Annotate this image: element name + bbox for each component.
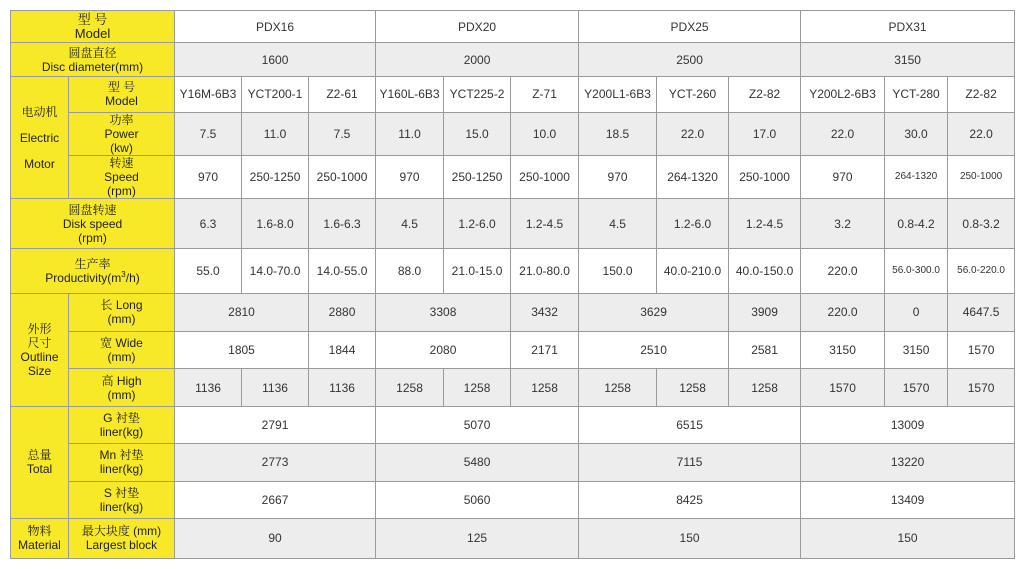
motor-model-label-cn: 型 号 xyxy=(107,80,136,95)
outline-long-cell: 4647.5 xyxy=(948,293,1015,331)
motor-speed-label xyxy=(69,155,175,198)
outline-high-label-text: 高 High xyxy=(101,373,142,388)
outline-high-cell: 1570 xyxy=(801,368,885,406)
productivity-cell: 56.0-300.0 xyxy=(885,249,948,293)
productivity-label-en-pre: Productivity(m xyxy=(45,270,122,285)
motor-power-cell: 7.5 xyxy=(309,112,376,155)
outline-label-cn-1: 外形 xyxy=(27,321,52,336)
productivity-cell: 88.0 xyxy=(376,249,444,293)
productivity-cell: 220.0 xyxy=(801,249,885,293)
material-label-cn: 物料 xyxy=(27,524,52,539)
motor-power-label xyxy=(69,112,175,155)
total-g-unit: liner(kg) xyxy=(99,425,144,440)
outline-long-row xyxy=(11,293,1015,331)
outline-wide-cell: 2171 xyxy=(511,331,579,368)
productivity-row xyxy=(11,249,1015,293)
outline-long-cell: 3909 xyxy=(729,293,801,331)
motor-model-cell: Z2-82 xyxy=(729,77,801,112)
motor-speed-row xyxy=(11,155,1015,198)
outline-long-cell: 3629 xyxy=(579,293,729,331)
total-g-cell: 2791 xyxy=(175,407,376,444)
total-weight-label xyxy=(11,407,69,519)
outline-high-cell: 1570 xyxy=(885,368,948,406)
motor-model-cell: YCT-280 xyxy=(885,77,948,112)
disc-diameter-row xyxy=(11,43,1015,77)
outline-long-cell: 3432 xyxy=(511,293,579,331)
productivity-label xyxy=(11,249,175,293)
productivity-cell: 55.0 xyxy=(175,249,242,293)
disk-speed-cell: 0.8-3.2 xyxy=(948,199,1015,249)
total-g-label-text: G 衬垫 xyxy=(103,411,140,426)
largest-block-label-en: Largest block xyxy=(85,538,158,553)
outline-wide-label-text: 宽 Wide xyxy=(100,335,143,350)
total-mn-cell: 2773 xyxy=(175,444,376,481)
outline-label-en-2: Size xyxy=(27,363,52,378)
material-label-en: Material xyxy=(18,538,61,553)
total-mn-cell: 7115 xyxy=(579,444,801,481)
disc-diameter-label-en: Disc diameter(mm) xyxy=(41,59,144,74)
disk-speed-unit: (rpm) xyxy=(78,230,107,245)
material-label xyxy=(11,518,69,558)
largest-block-cell: 150 xyxy=(579,518,801,558)
disk-speed-cell: 0.8-4.2 xyxy=(885,199,948,249)
motor-speed-cell: 264-1320 xyxy=(657,155,729,198)
productivity-cell: 150.0 xyxy=(579,249,657,293)
model-header-cn: 型 号 xyxy=(77,11,108,27)
productivity-cell: 14.0-70.0 xyxy=(242,249,309,293)
motor-power-cell: 7.5 xyxy=(175,112,242,155)
outline-long-cell: 2880 xyxy=(309,293,376,331)
productivity-cell: 21.0-15.0 xyxy=(444,249,511,293)
motor-speed-cell: 970 xyxy=(801,155,885,198)
motor-speed-cell: 250-1250 xyxy=(444,155,511,198)
motor-speed-cell: 250-1000 xyxy=(948,155,1015,198)
model-header-cell xyxy=(11,11,175,43)
productivity-cell: 56.0-220.0 xyxy=(948,249,1015,293)
outline-wide-unit: (mm) xyxy=(107,349,136,364)
material-row xyxy=(11,518,1015,558)
total-g-cell: 5070 xyxy=(376,407,579,444)
productivity-cell: 21.0-80.0 xyxy=(511,249,579,293)
motor-model-cell: YCT200-1 xyxy=(242,77,309,112)
motor-power-cell: 17.0 xyxy=(729,112,801,155)
motor-power-cell: 15.0 xyxy=(444,112,511,155)
motor-power-cell: 30.0 xyxy=(885,112,948,155)
disk-speed-cell: 1.2-6.0 xyxy=(657,199,729,249)
motor-power-cell: 18.5 xyxy=(579,112,657,155)
outline-wide-cell: 2581 xyxy=(729,331,801,368)
outline-wide-cell: 1805 xyxy=(175,331,309,368)
electric-motor-label xyxy=(11,77,69,199)
motor-speed-label-en: Speed xyxy=(104,169,139,184)
motor-power-cell: 22.0 xyxy=(801,112,885,155)
disc-diameter-value: 3150 xyxy=(801,43,1015,77)
motor-model-label-en: Model xyxy=(105,94,138,109)
motor-power-label-en: Power xyxy=(104,126,139,141)
total-s-cell: 2667 xyxy=(175,481,376,518)
outline-long-label xyxy=(69,293,175,331)
electric-motor-label-cn: 电动机 xyxy=(21,104,58,119)
motor-speed-cell: 970 xyxy=(376,155,444,198)
total-s-cell: 13409 xyxy=(801,481,1015,518)
motor-speed-cell: 250-1000 xyxy=(511,155,579,198)
motor-power-label-cn: 功率 xyxy=(109,112,134,127)
motor-speed-unit: (rpm) xyxy=(107,183,136,198)
outline-wide-cell: 2080 xyxy=(376,331,511,368)
motor-model-cell: Y16M-6B3 xyxy=(175,77,242,112)
outline-high-unit: (mm) xyxy=(107,387,136,402)
disk-speed-cell: 4.5 xyxy=(579,199,657,249)
outline-high-cell: 1136 xyxy=(175,368,242,406)
disc-diameter-value: 2500 xyxy=(579,43,801,77)
disk-speed-label-cn: 圆盘转速 xyxy=(68,202,117,217)
outline-wide-cell: 3150 xyxy=(801,331,885,368)
outline-long-cell: 2810 xyxy=(175,293,309,331)
outline-wide-cell: 2510 xyxy=(579,331,729,368)
motor-speed-cell: 970 xyxy=(579,155,657,198)
motor-model-cell: Z2-82 xyxy=(948,77,1015,112)
model-pdx20: PDX20 xyxy=(376,11,579,43)
outline-wide-row xyxy=(11,331,1015,368)
outline-long-label-text: 长 Long xyxy=(100,298,143,313)
outline-high-row xyxy=(11,368,1015,406)
motor-model-cell: Y160L-6B3 xyxy=(376,77,444,112)
total-label-cn: 总量 xyxy=(27,448,52,463)
outline-high-cell: 1258 xyxy=(376,368,444,406)
outline-size-label xyxy=(11,293,69,407)
header-row xyxy=(11,11,1015,43)
motor-speed-label-cn: 转速 xyxy=(109,155,134,170)
outline-long-cell: 3308 xyxy=(376,293,511,331)
outline-high-cell: 1258 xyxy=(511,368,579,406)
disc-diameter-label xyxy=(11,43,175,77)
largest-block-cell: 90 xyxy=(175,518,376,558)
total-s-row xyxy=(11,481,1015,518)
total-label-en: Total xyxy=(26,462,53,477)
motor-power-cell: 22.0 xyxy=(948,112,1015,155)
disk-speed-cell: 4.5 xyxy=(376,199,444,249)
total-mn-unit: liner(kg) xyxy=(99,462,144,477)
largest-block-cell: 150 xyxy=(801,518,1015,558)
electric-motor-label-en-2: Motor xyxy=(24,156,55,171)
productivity-label-en xyxy=(12,271,173,285)
total-s-cell: 5060 xyxy=(376,481,579,518)
model-pdx25: PDX25 xyxy=(579,11,801,43)
total-mn-label xyxy=(69,444,175,481)
outline-long-cell: 0 xyxy=(885,293,948,331)
largest-block-label-cn: 最大块度 (mm) xyxy=(81,524,162,539)
total-g-row xyxy=(11,407,1015,444)
outline-long-unit: (mm) xyxy=(107,312,136,327)
disk-speed-cell: 1.6-6.3 xyxy=(309,199,376,249)
motor-speed-cell: 250-1000 xyxy=(309,155,376,198)
motor-speed-cell: 250-1250 xyxy=(242,155,309,198)
motor-model-row xyxy=(11,77,1015,112)
total-g-cell: 13009 xyxy=(801,407,1015,444)
productivity-label-en-post: /h) xyxy=(125,270,140,285)
disc-diameter-label-cn: 圆盘直径 xyxy=(68,45,117,60)
motor-model-cell: YCT-260 xyxy=(657,77,729,112)
total-mn-cell: 5480 xyxy=(376,444,579,481)
disk-speed-cell: 6.3 xyxy=(175,199,242,249)
motor-model-cell: Z2-61 xyxy=(309,77,376,112)
outline-high-label xyxy=(69,368,175,406)
motor-speed-cell: 264-1320 xyxy=(885,155,948,198)
motor-model-label xyxy=(69,77,175,112)
disk-speed-cell: 1.2-6.0 xyxy=(444,199,511,249)
motor-power-unit: (kw) xyxy=(110,140,133,155)
spec-table xyxy=(10,10,1015,559)
productivity-cell: 40.0-210.0 xyxy=(657,249,729,293)
outline-high-cell: 1570 xyxy=(948,368,1015,406)
outline-wide-cell: 1570 xyxy=(948,331,1015,368)
motor-model-cell: Z-71 xyxy=(511,77,579,112)
total-mn-cell: 13220 xyxy=(801,444,1015,481)
outline-high-cell: 1136 xyxy=(309,368,376,406)
motor-power-row xyxy=(11,112,1015,155)
outline-label-cn-2: 尺寸 xyxy=(27,335,52,350)
motor-model-cell: Y200L1-6B3 xyxy=(579,77,657,112)
total-s-cell: 8425 xyxy=(579,481,801,518)
total-s-label xyxy=(69,481,175,518)
outline-wide-label xyxy=(69,331,175,368)
outline-label-en-1: Outline xyxy=(20,349,59,364)
disc-diameter-value: 2000 xyxy=(376,43,579,77)
model-pdx31: PDX31 xyxy=(801,11,1015,43)
disk-speed-label-en: Disk speed xyxy=(62,216,123,231)
outline-wide-cell: 1844 xyxy=(309,331,376,368)
total-g-label xyxy=(69,407,175,444)
productivity-cell: 40.0-150.0 xyxy=(729,249,801,293)
model-pdx16: PDX16 xyxy=(175,11,376,43)
total-mn-row xyxy=(11,444,1015,481)
disc-diameter-value: 1600 xyxy=(175,43,376,77)
largest-block-label xyxy=(69,518,175,558)
outline-high-cell: 1136 xyxy=(242,368,309,406)
disk-speed-label xyxy=(11,199,175,249)
outline-long-cell: 220.0 xyxy=(801,293,885,331)
largest-block-cell: 125 xyxy=(376,518,579,558)
outline-high-cell: 1258 xyxy=(579,368,657,406)
disk-speed-cell: 1.6-8.0 xyxy=(242,199,309,249)
motor-power-cell: 11.0 xyxy=(242,112,309,155)
total-g-cell: 6515 xyxy=(579,407,801,444)
outline-high-cell: 1258 xyxy=(657,368,729,406)
productivity-label-cn: 生产率 xyxy=(74,256,111,271)
total-s-unit: liner(kg) xyxy=(99,499,144,514)
motor-model-cell: YCT225-2 xyxy=(444,77,511,112)
productivity-cell: 14.0-55.0 xyxy=(309,249,376,293)
outline-high-cell: 1258 xyxy=(444,368,511,406)
motor-model-cell: Y200L2-6B3 xyxy=(801,77,885,112)
disk-speed-cell: 3.2 xyxy=(801,199,885,249)
disk-speed-cell: 1.2-4.5 xyxy=(511,199,579,249)
model-header-en: Model xyxy=(74,25,111,41)
outline-high-cell: 1258 xyxy=(729,368,801,406)
motor-power-cell: 10.0 xyxy=(511,112,579,155)
motor-speed-cell: 970 xyxy=(175,155,242,198)
total-mn-label-text: Mn 衬垫 xyxy=(99,448,144,463)
motor-speed-cell: 250-1000 xyxy=(729,155,801,198)
total-s-label-text: S 衬垫 xyxy=(103,485,140,500)
motor-power-cell: 22.0 xyxy=(657,112,729,155)
electric-motor-label-en-1: Electric xyxy=(19,130,60,145)
outline-wide-cell: 3150 xyxy=(885,331,948,368)
motor-power-cell: 11.0 xyxy=(376,112,444,155)
disk-speed-row xyxy=(11,199,1015,249)
disk-speed-cell: 1.2-4.5 xyxy=(729,199,801,249)
productivity-label-sup: 3 xyxy=(121,269,126,279)
